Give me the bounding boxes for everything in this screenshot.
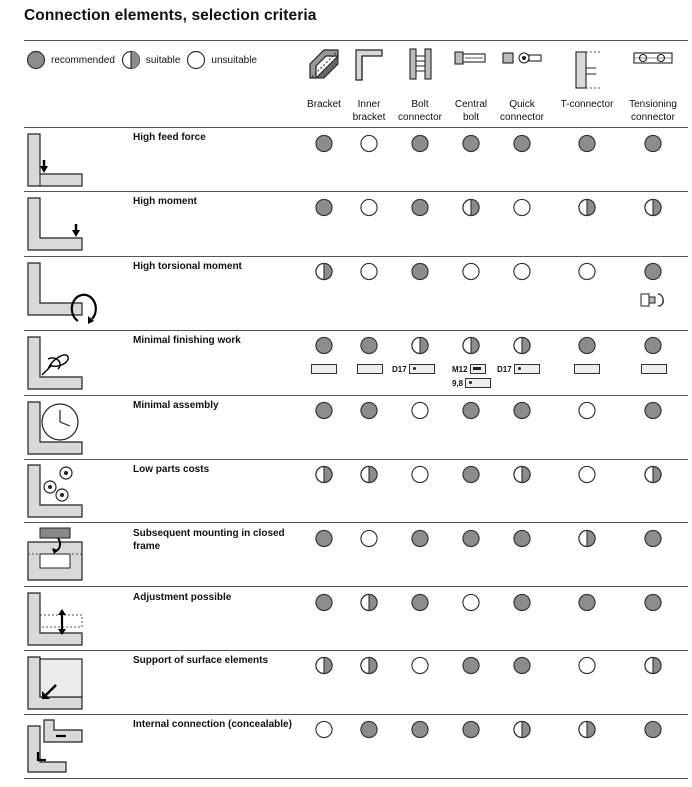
- clock-icon: [26, 400, 84, 456]
- tensioning-connector-icon: [631, 44, 675, 84]
- finishing-bar-t-connector: [574, 364, 600, 374]
- row-divider-bottom: [24, 778, 688, 779]
- rating-recommended-icon: [462, 134, 481, 153]
- rating-recommended-icon: [513, 593, 532, 612]
- rating-unsuitable-icon: [578, 262, 597, 281]
- finishing-bar-tensioning: [641, 364, 667, 374]
- rating-recommended-icon: [513, 401, 532, 420]
- inner-bracket-icon: [352, 44, 386, 84]
- adjustment-icon: [26, 591, 84, 647]
- finishing-note-central-a: M12: [452, 364, 486, 374]
- rating-recommended-icon: [411, 720, 430, 739]
- quick-connector-icon: [500, 44, 544, 84]
- rating-suitable-icon: [513, 336, 532, 355]
- rating-unsuitable-icon: [513, 198, 532, 217]
- rating-unsuitable-icon: [462, 593, 481, 612]
- rating-recommended-icon: [360, 336, 379, 355]
- finishing-work-icon: [26, 335, 84, 391]
- rating-suitable-icon: [644, 198, 663, 217]
- rating-recommended-icon: [315, 198, 334, 217]
- rating-recommended-icon: [462, 465, 481, 484]
- column-header-t-connector: T-connector: [560, 99, 614, 110]
- row-label-high-moment: High moment: [133, 196, 197, 207]
- rating-suitable-icon: [462, 336, 481, 355]
- divider-top: [24, 40, 688, 41]
- row-label-minimal-assembly: Minimal assembly: [133, 400, 219, 411]
- rating-recommended-icon: [411, 134, 430, 153]
- moment-icon: [26, 196, 84, 252]
- column-header-central-bolt: Central bolt: [454, 99, 488, 123]
- rating-unsuitable-icon: [360, 529, 379, 548]
- rating-suitable-icon: [315, 262, 334, 281]
- internal-connection-icon: [26, 718, 84, 774]
- rating-recommended-icon: [360, 401, 379, 420]
- row-divider: [24, 522, 688, 523]
- rating-suitable-icon: [513, 465, 532, 484]
- legend-suitable: suitable: [145, 54, 181, 66]
- row-label-internal-connection: Internal connection (concealable): [133, 719, 292, 730]
- rating-unsuitable-icon: [462, 262, 481, 281]
- column-header-inner-bracket: Inner bracket: [352, 99, 386, 123]
- rating-suitable-icon: [411, 336, 430, 355]
- rating-unsuitable-icon: [578, 401, 597, 420]
- finishing-note-bolt: D17: [392, 364, 435, 374]
- rating-suitable-icon: [315, 656, 334, 675]
- rating-recommended-icon: [315, 529, 334, 548]
- rating-suitable-icon: [644, 465, 663, 484]
- rating-recommended-icon: [644, 262, 663, 281]
- row-label-low-parts-costs: Low parts costs: [133, 464, 210, 475]
- closed-frame-icon: [26, 526, 84, 584]
- rating-unsuitable-icon: [513, 262, 532, 281]
- row-label-support-surface-elements: Support of surface elements: [133, 655, 269, 666]
- t-connector-icon: [570, 44, 604, 92]
- rating-unsuitable-icon: [411, 656, 430, 675]
- row-label-subsequent-mounting: Subsequent mounting in closed frame: [133, 528, 285, 552]
- row-label-high-feed-force: High feed force: [133, 132, 206, 143]
- rating-recommended-icon: [644, 401, 663, 420]
- rating-recommended-icon: [644, 134, 663, 153]
- rating-recommended-icon: [513, 529, 532, 548]
- rating-recommended-icon: [360, 720, 379, 739]
- rating-suitable-icon: [360, 593, 379, 612]
- legend-unsuitable: unsuitable: [211, 54, 257, 66]
- bracket-icon: [304, 44, 344, 84]
- column-header-bracket: Bracket: [307, 99, 341, 110]
- rating-suitable-icon: [578, 720, 597, 739]
- feed-force-icon: [26, 132, 84, 188]
- rating-suitable-icon: [513, 720, 532, 739]
- column-header-bolt-connector: Bolt connector: [398, 99, 442, 123]
- coins-icon: [26, 463, 84, 519]
- rating-suitable-icon: [578, 529, 597, 548]
- rating-recommended-icon: [513, 656, 532, 675]
- torsional-moment-icon: [26, 261, 102, 327]
- rating-unsuitable-icon: [315, 720, 334, 739]
- suitable-circle-icon: [121, 50, 141, 70]
- rating-recommended-icon: [644, 720, 663, 739]
- rating-unsuitable-icon: [578, 656, 597, 675]
- row-divider: [24, 191, 688, 192]
- rating-unsuitable-icon: [360, 262, 379, 281]
- rating-unsuitable-icon: [411, 401, 430, 420]
- rating-recommended-icon: [578, 134, 597, 153]
- legend: [26, 49, 263, 71]
- tensioning-detail-icon: [640, 291, 670, 309]
- central-bolt-icon: [451, 44, 491, 84]
- rating-suitable-icon: [644, 656, 663, 675]
- surface-support-icon: [26, 655, 84, 711]
- row-divider: [24, 256, 688, 257]
- row-divider: [24, 330, 688, 331]
- rating-recommended-icon: [644, 529, 663, 548]
- bolt-connector-icon: [403, 44, 437, 84]
- finishing-note-central-b: 9,8: [452, 378, 491, 388]
- rating-recommended-icon: [513, 134, 532, 153]
- rating-recommended-icon: [315, 401, 334, 420]
- finishing-bar-inner-bracket: [357, 364, 383, 374]
- rating-suitable-icon: [360, 656, 379, 675]
- rating-recommended-icon: [462, 720, 481, 739]
- page-title: Connection elements, selection criteria: [24, 7, 317, 24]
- rating-recommended-icon: [411, 198, 430, 217]
- rating-unsuitable-icon: [360, 134, 379, 153]
- row-divider: [24, 714, 688, 715]
- rating-unsuitable-icon: [578, 465, 597, 484]
- rating-recommended-icon: [462, 656, 481, 675]
- rating-suitable-icon: [315, 465, 334, 484]
- column-header-tensioning-connector: Tensioning connector: [629, 99, 677, 123]
- rating-unsuitable-icon: [411, 465, 430, 484]
- finishing-note-quick: D17: [497, 364, 540, 374]
- row-label-minimal-finishing-work: Minimal finishing work: [133, 335, 241, 346]
- rating-suitable-icon: [462, 198, 481, 217]
- rating-recommended-icon: [411, 262, 430, 281]
- unsuitable-circle-icon: [186, 50, 206, 70]
- rating-recommended-icon: [315, 336, 334, 355]
- row-divider: [24, 459, 688, 460]
- row-divider: [24, 586, 688, 587]
- rating-recommended-icon: [411, 593, 430, 612]
- column-header-quick-connector: Quick connector: [500, 99, 544, 123]
- row-label-adjustment-possible: Adjustment possible: [133, 592, 232, 603]
- row-divider: [24, 127, 688, 128]
- rating-recommended-icon: [644, 593, 663, 612]
- rating-recommended-icon: [411, 529, 430, 548]
- rating-recommended-icon: [644, 336, 663, 355]
- legend-recommended: recommended: [51, 54, 115, 66]
- rating-recommended-icon: [462, 401, 481, 420]
- rating-recommended-icon: [315, 593, 334, 612]
- finishing-bar-bracket: [311, 364, 337, 374]
- row-divider: [24, 650, 688, 651]
- recommended-circle-icon: [26, 50, 46, 70]
- rating-recommended-icon: [315, 134, 334, 153]
- row-label-high-torsional-moment: High torsional moment: [133, 261, 242, 272]
- rating-suitable-icon: [578, 198, 597, 217]
- rating-recommended-icon: [462, 529, 481, 548]
- rating-recommended-icon: [578, 593, 597, 612]
- rating-suitable-icon: [360, 465, 379, 484]
- rating-unsuitable-icon: [360, 198, 379, 217]
- rating-recommended-icon: [578, 336, 597, 355]
- row-divider: [24, 395, 688, 396]
